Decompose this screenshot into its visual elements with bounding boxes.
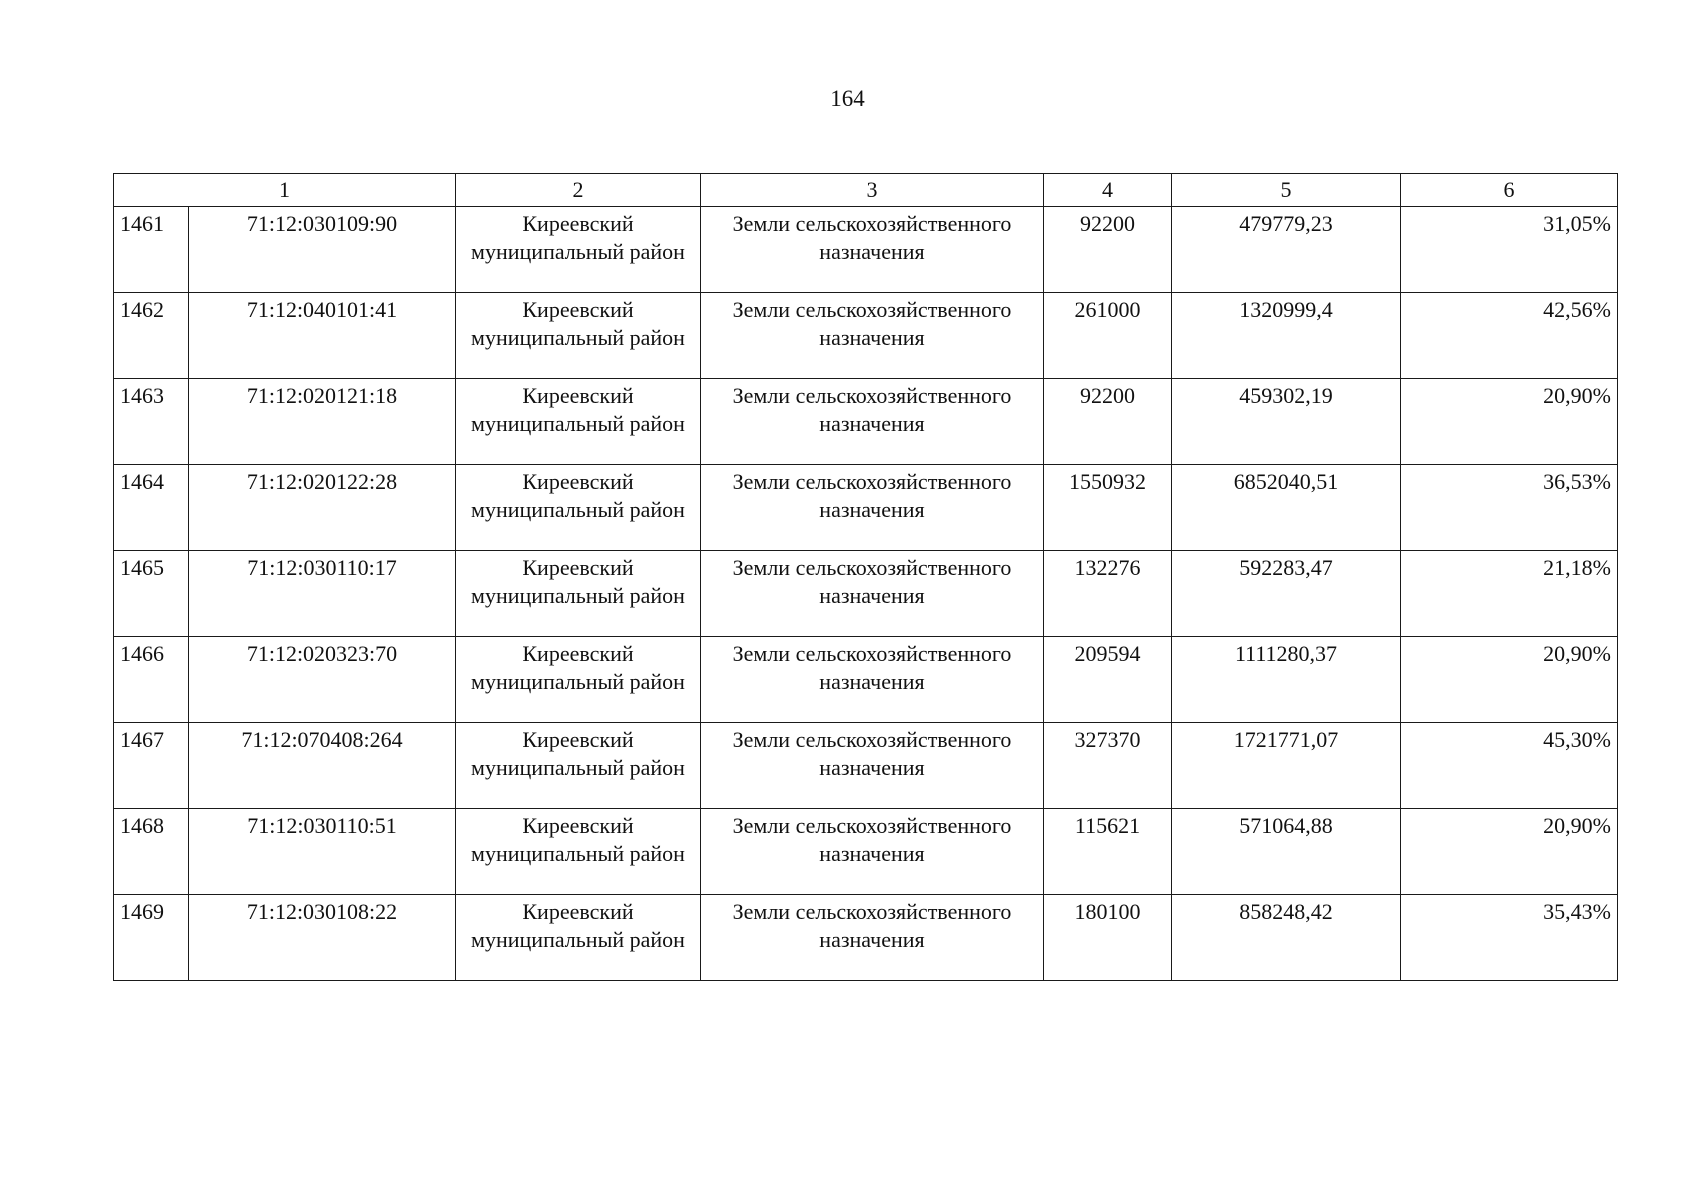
cadastral-number: 71:12:040101:41 (189, 293, 456, 379)
district-name: Киреевский муниципальный район (456, 809, 701, 895)
district-name: Киреевский муниципальный район (456, 895, 701, 981)
row-number: 1469 (114, 895, 189, 981)
column-header: 3 (701, 174, 1044, 207)
table-row (114, 465, 1618, 551)
land-category: Земли сельскохозяйственного назначения (701, 379, 1044, 465)
table-row (114, 293, 1618, 379)
row-number: 1462 (114, 293, 189, 379)
column-header: 1 (114, 174, 456, 207)
percent-value: 45,30% (1401, 723, 1618, 809)
district-name: Киреевский муниципальный район (456, 723, 701, 809)
land-category: Земли сельскохозяйственного назначения (701, 207, 1044, 293)
district-name: Киреевский муниципальный район (456, 465, 701, 551)
land-category: Земли сельскохозяйственного назначения (701, 723, 1044, 809)
cadastral-number: 71:12:020121:18 (189, 379, 456, 465)
land-category: Земли сельскохозяйственного назначения (701, 551, 1044, 637)
column-header-row (114, 174, 1618, 207)
plot-area: 115621 (1044, 809, 1172, 895)
plot-area: 180100 (1044, 895, 1172, 981)
column-header: 2 (456, 174, 701, 207)
district-name: Киреевский муниципальный район (456, 207, 701, 293)
column-header: 4 (1044, 174, 1172, 207)
column-header: 5 (1172, 174, 1401, 207)
land-category: Земли сельскохозяйственного назначения (701, 637, 1044, 723)
table-row (114, 723, 1618, 809)
cadastral-value: 1721771,07 (1172, 723, 1401, 809)
row-number: 1468 (114, 809, 189, 895)
land-plots-table (113, 173, 1618, 981)
percent-value: 20,90% (1401, 379, 1618, 465)
table-row (114, 207, 1618, 293)
table-row (114, 809, 1618, 895)
plot-area: 132276 (1044, 551, 1172, 637)
plot-area: 92200 (1044, 379, 1172, 465)
district-name: Киреевский муниципальный район (456, 379, 701, 465)
cadastral-number: 71:12:030110:17 (189, 551, 456, 637)
district-name: Киреевский муниципальный район (456, 293, 701, 379)
table-row (114, 637, 1618, 723)
cadastral-number: 71:12:020323:70 (189, 637, 456, 723)
table-row (114, 551, 1618, 637)
column-header: 6 (1401, 174, 1618, 207)
percent-value: 42,56% (1401, 293, 1618, 379)
percent-value: 35,43% (1401, 895, 1618, 981)
percent-value: 20,90% (1401, 637, 1618, 723)
row-number: 1467 (114, 723, 189, 809)
table-row (114, 895, 1618, 981)
row-number: 1461 (114, 207, 189, 293)
percent-value: 21,18% (1401, 551, 1618, 637)
percent-value: 31,05% (1401, 207, 1618, 293)
plot-area: 92200 (1044, 207, 1172, 293)
plot-area: 261000 (1044, 293, 1172, 379)
cadastral-number: 71:12:070408:264 (189, 723, 456, 809)
cadastral-number: 71:12:020122:28 (189, 465, 456, 551)
cadastral-value: 1320999,4 (1172, 293, 1401, 379)
percent-value: 20,90% (1401, 809, 1618, 895)
land-category: Земли сельскохозяйственного назначения (701, 895, 1044, 981)
cadastral-number: 71:12:030108:22 (189, 895, 456, 981)
cadastral-value: 1111280,37 (1172, 637, 1401, 723)
row-number: 1463 (114, 379, 189, 465)
row-number: 1464 (114, 465, 189, 551)
cadastral-value: 592283,47 (1172, 551, 1401, 637)
district-name: Киреевский муниципальный район (456, 637, 701, 723)
plot-area: 1550932 (1044, 465, 1172, 551)
cadastral-value: 459302,19 (1172, 379, 1401, 465)
plot-area: 327370 (1044, 723, 1172, 809)
page-number: 164 (830, 86, 865, 111)
plot-area: 209594 (1044, 637, 1172, 723)
cadastral-number: 71:12:030110:51 (189, 809, 456, 895)
cadastral-value: 571064,88 (1172, 809, 1401, 895)
cadastral-number: 71:12:030109:90 (189, 207, 456, 293)
row-number: 1465 (114, 551, 189, 637)
row-number: 1466 (114, 637, 189, 723)
cadastral-value: 858248,42 (1172, 895, 1401, 981)
cadastral-value: 479779,23 (1172, 207, 1401, 293)
land-category: Земли сельскохозяйственного назначения (701, 293, 1044, 379)
district-name: Киреевский муниципальный район (456, 551, 701, 637)
percent-value: 36,53% (1401, 465, 1618, 551)
table-row (114, 379, 1618, 465)
cadastral-value: 6852040,51 (1172, 465, 1401, 551)
land-category: Земли сельскохозяйственного назначения (701, 809, 1044, 895)
land-category: Земли сельскохозяйственного назначения (701, 465, 1044, 551)
